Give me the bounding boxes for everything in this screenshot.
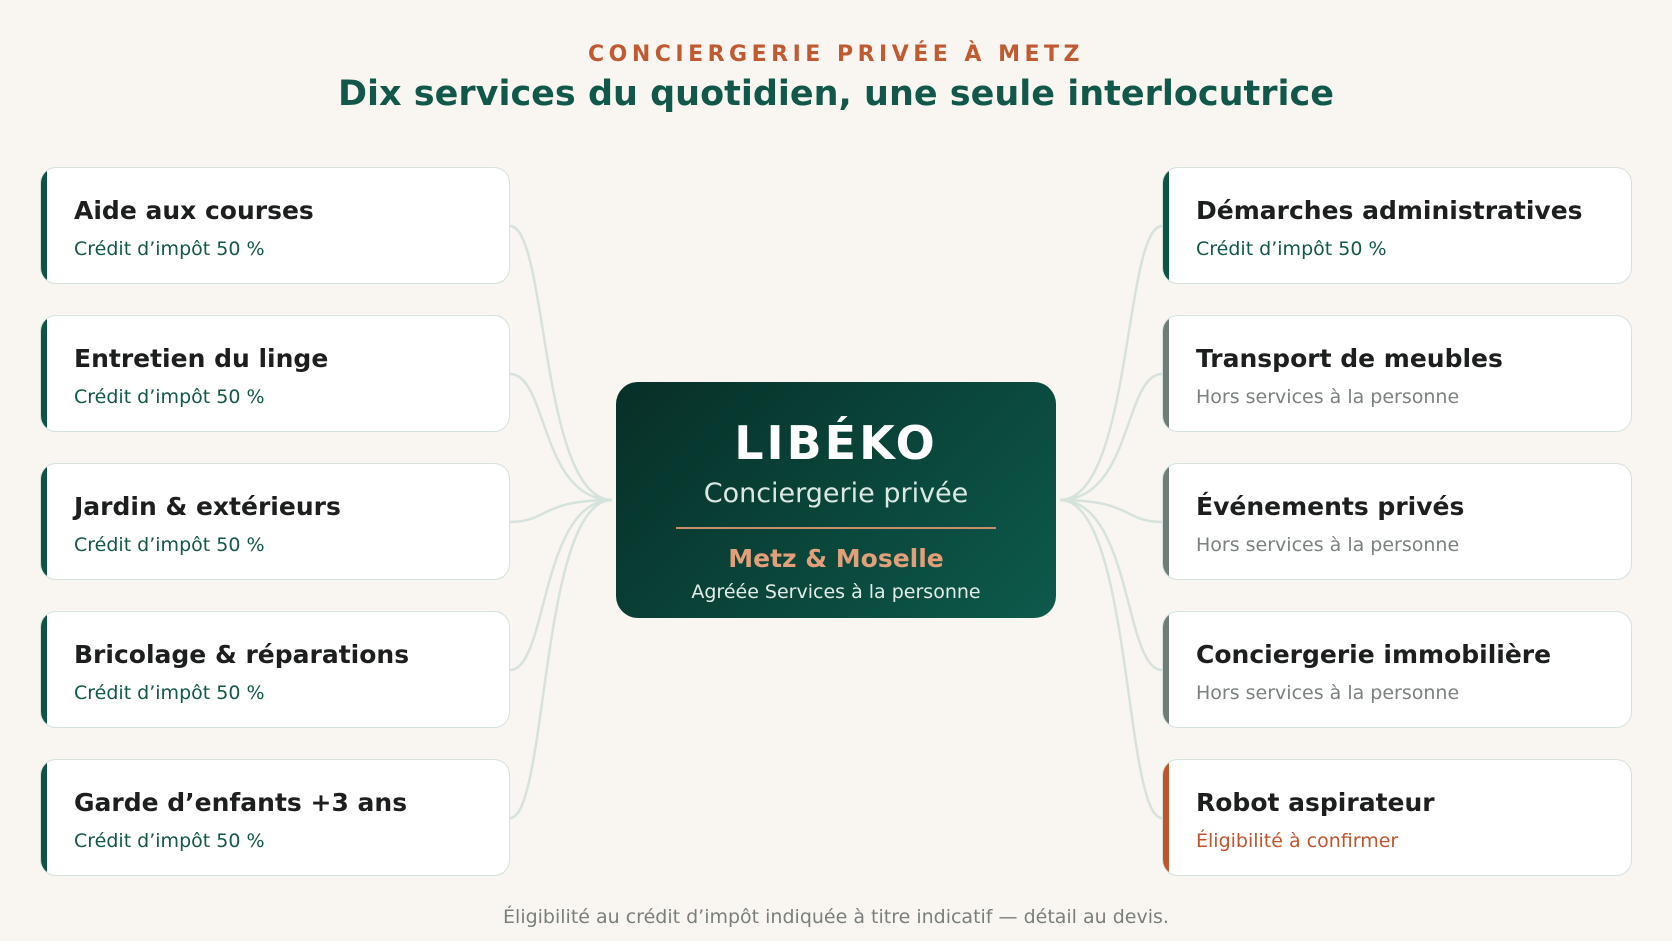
service-card-demarches-administratives <box>1162 167 1632 284</box>
service-name: Robot aspirateur <box>1196 788 1435 817</box>
service-status: Crédit d’impôt 50 % <box>1196 238 1387 260</box>
connector-right-1 <box>1060 374 1162 500</box>
page-kicker: CONCIERGERIE PRIVÉE À METZ <box>587 42 1085 67</box>
service-name: Démarches administratives <box>1196 196 1583 225</box>
service-card-bricolage-reparations <box>40 611 510 728</box>
page-title: Dix services du quotidien, une seule interlocutrice <box>337 74 1335 114</box>
service-card-evenements-prives <box>1162 463 1632 580</box>
connector-left-1 <box>510 374 612 500</box>
service-status: Hors services à la personne <box>1196 534 1460 556</box>
service-card-transport-de-meubles <box>1162 315 1632 432</box>
brand-name: LIBÉKO <box>734 416 938 470</box>
status-bar <box>1163 612 1169 727</box>
service-name: Garde d’enfants +3 ans <box>74 788 408 817</box>
service-status: Crédit d’impôt 50 % <box>74 830 265 852</box>
status-bar <box>1163 316 1169 431</box>
service-status: Crédit d’impôt 50 % <box>74 238 265 260</box>
service-card-aide-aux-courses <box>40 167 510 284</box>
connector-right-0 <box>1060 226 1162 500</box>
accreditation-label: Agréée Services à la personne <box>691 581 981 603</box>
status-bar <box>41 760 47 875</box>
central-hub <box>616 382 1056 618</box>
brand-tagline: Conciergerie privée <box>703 478 969 509</box>
service-status: Éligibilité à confirmer <box>1196 830 1399 852</box>
service-status: Hors services à la personne <box>1196 386 1460 408</box>
service-name: Bricolage & réparations <box>74 640 410 669</box>
service-status: Crédit d’impôt 50 % <box>74 534 265 556</box>
status-bar <box>41 168 47 283</box>
service-name: Conciergerie immobilière <box>1196 640 1552 669</box>
service-name: Transport de meubles <box>1196 344 1503 373</box>
status-bar <box>41 612 47 727</box>
status-bar <box>1163 760 1169 875</box>
footnote: Éligibilité au crédit d’impôt indiquée à titre indicatif — détail au devis. <box>503 906 1169 928</box>
status-bar <box>41 316 47 431</box>
service-name: Jardin & extérieurs <box>74 492 341 521</box>
service-card-conciergerie-immobiliere <box>1162 611 1632 728</box>
status-bar <box>1163 464 1169 579</box>
service-status: Crédit d’impôt 50 % <box>74 682 265 704</box>
service-name: Entretien du linge <box>74 344 329 373</box>
service-card-jardin-exterieurs <box>40 463 510 580</box>
service-card-robot-aspirateur <box>1162 759 1632 876</box>
status-bar <box>1163 168 1169 283</box>
hub-divider <box>676 527 996 529</box>
service-name: Aide aux courses <box>74 196 314 225</box>
service-card-garde-enfants <box>40 759 510 876</box>
service-status: Crédit d’impôt 50 % <box>74 386 265 408</box>
service-name: Événements privés <box>1196 492 1465 521</box>
service-card-entretien-du-linge <box>40 315 510 432</box>
service-status: Hors services à la personne <box>1196 682 1460 704</box>
service-region: Metz & Moselle <box>728 544 944 573</box>
status-bar <box>41 464 47 579</box>
connector-left-0 <box>510 226 612 500</box>
